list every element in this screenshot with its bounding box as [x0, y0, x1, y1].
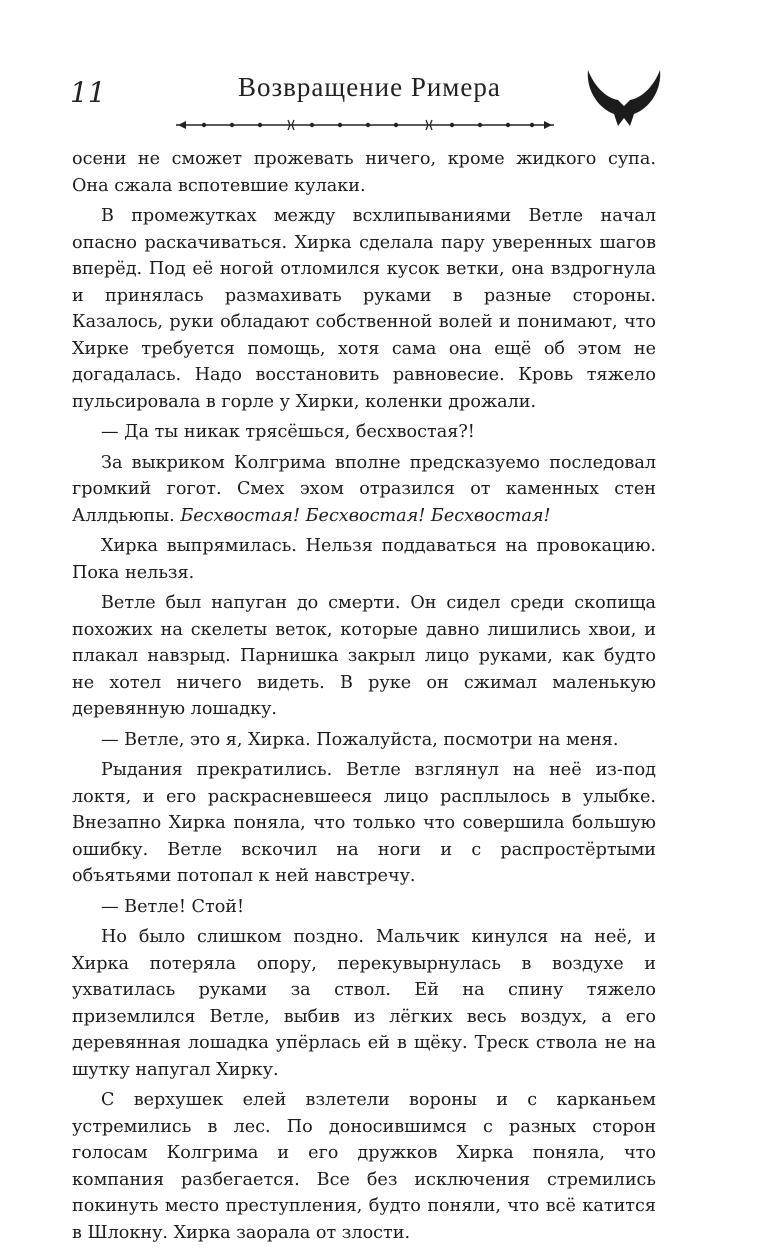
italic-exclamation: Бесхвостая! Бесхвостая! Бесхвостая!: [180, 505, 551, 526]
ornamental-rule-icon: [176, 118, 556, 132]
dialogue-line: — Ветле! Стой!: [101, 896, 245, 917]
dialogue-line: — Да ты никак трясёшься, бесхвостая?!: [101, 422, 475, 442]
paragraph: Но было слишком поздно. Мальчик кинулся на неё, и Хирка потеряла опору, перекувырнулась в воздухе и ухватилась руками за ствол. Ей на спину тяжело приземлился Ветле, выбив из лёгких весь воздух, а его деревянная лошадка упёрлась ей в щёку. Треск ствола не на шутку напугал Хирку.: [72, 927, 656, 1080]
paragraph: С верхушек елей взлетели вороны и с карканьем устремились в лес. По доносившимся с разных сторон голосам Колгрима и его дружков Хирка поняла, что компания разбегается. Все без исключения стремились покинуть место преступления, будто поняли, что всё катится в Шлокну. Хирка заорала от злости.: [72, 1090, 656, 1243]
paragraph: Рыдания прекратились. Ветле взглянул на неё из-под локтя, и его раскрасневшееся лицо расплылось в улыбке. Внезапно Хирка поняла, что только что совершила большую ошибку. Ветле вскочил на ноги и с распростёртыми объятьями потопал к ней навстречу.: [72, 760, 656, 886]
page-header: [0, 0, 768, 150]
paragraph: В промежутках между всхлипываниями Ветле начал опасно раскачиваться. Хирка сделала пару уверенных шагов вперёд. Под её ногой отломился кусок ветки, она вздрогнула и принялась размахивать руками в разные стороны. Казалось, руки обладают собственной волей и понимают, что Хирке требуется помощь, хотя сама она ещё об этом не догадалась. Надо восстановить равновесие. Кровь тяжело пульсировала в горле у Хирки, коленки дрожали.: [72, 206, 656, 412]
paragraph: Хирка выпрямилась. Нельзя поддаваться на провокацию. Пока нельзя.: [72, 536, 656, 583]
body-text: [72, 146, 656, 1250]
dialogue-line: — Ветле, это я, Хирка. Пожалуйста, посмотри на меня.: [101, 729, 619, 750]
paragraph: осени не сможет прожевать ничего, кроме жидкого супа. Она сжала вспотевшие кулаки.: [72, 149, 656, 196]
paragraph-text: За выкриком Колгрима вполне предсказуемо последовал громкий гогот. Смех эхом отразился от каменных стен Аллдьюпы.: [72, 452, 656, 526]
page-number: 11: [70, 76, 106, 109]
horns-emblem-icon: [584, 68, 664, 130]
paragraph: [72, 450, 656, 530]
paragraph: Ветле был напуган до смерти. Он сидел среди скопища похожих на скелеты веток, которые давно лишились хвои, и плакал навзрыд. Парнишка закрыл лицо руками, как будто не хотел ничего видеть. В руке он сжимал маленькую деревянную лошадку.: [72, 593, 656, 719]
running-title: Возвращение Римера: [238, 72, 501, 102]
